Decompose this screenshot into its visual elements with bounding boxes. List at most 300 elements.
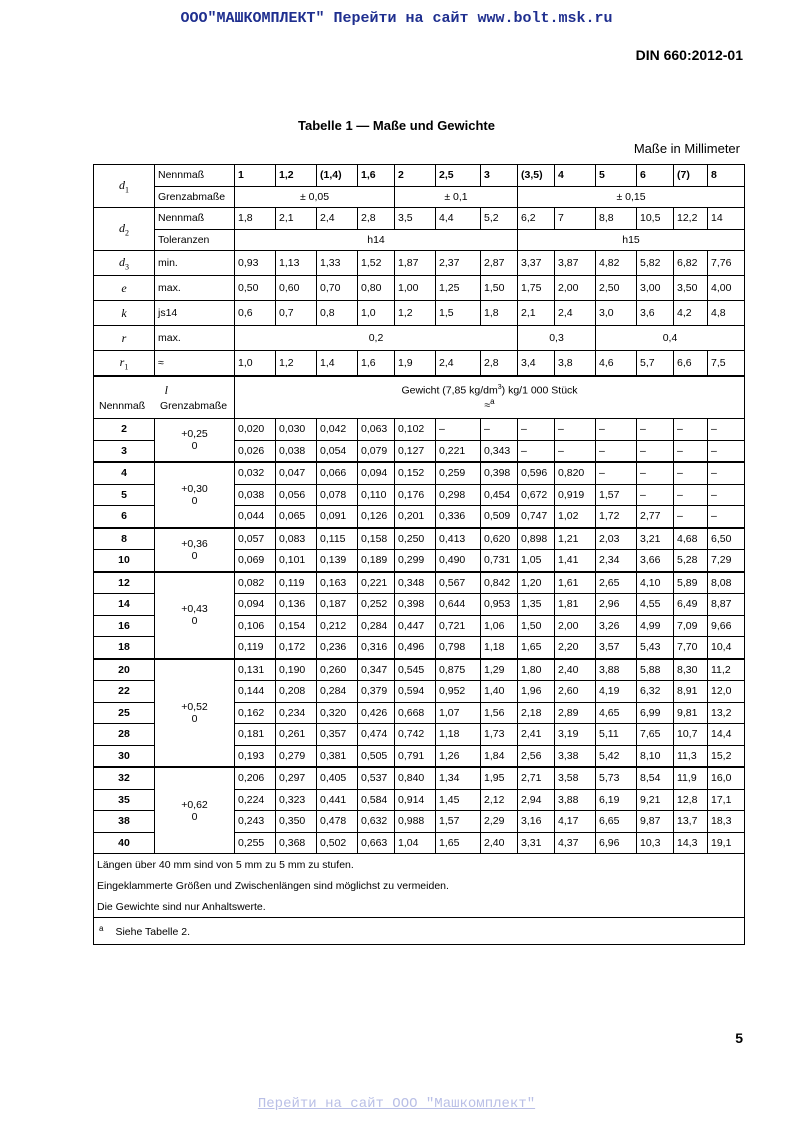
- d3-cell: 3,37: [518, 251, 555, 276]
- d2-nominal-cell: 10,5: [637, 208, 674, 230]
- d2-nominal-cell: 2,1: [276, 208, 317, 230]
- length-value: 22: [94, 681, 155, 703]
- length-tolerance: +0,25 0: [155, 419, 235, 463]
- length-value: 18: [94, 637, 155, 659]
- weight-cell: 6,96: [596, 832, 637, 854]
- weight-cell: 0,119: [276, 572, 317, 594]
- weight-cell: 0,584: [358, 789, 395, 811]
- weight-cell: 9,87: [637, 811, 674, 833]
- weight-cell: 0,988: [395, 811, 436, 833]
- weight-cell: 0,545: [395, 659, 436, 681]
- weight-cell: 1,80: [518, 659, 555, 681]
- weight-cell: 6,49: [674, 594, 708, 616]
- weight-cell: 0,079: [358, 440, 395, 462]
- weight-cell: 0,139: [317, 550, 358, 572]
- weight-cell: 2,29: [481, 811, 518, 833]
- weight-cell: 10,4: [708, 637, 745, 659]
- weight-cell: 0,144: [235, 681, 276, 703]
- weight-cell: 2,00: [555, 615, 596, 637]
- weight-cell: 8,30: [674, 659, 708, 681]
- r1-cell: 1,6: [358, 351, 395, 377]
- weight-cell: 16,0: [708, 767, 745, 789]
- weight-cell: 0,221: [436, 440, 481, 462]
- weight-cell: 4,10: [637, 572, 674, 594]
- weight-cell: 1,65: [436, 832, 481, 854]
- weight-cell: 0,478: [317, 811, 358, 833]
- weight-cell: 0,279: [276, 745, 317, 767]
- weight-cell: 5,73: [596, 767, 637, 789]
- weight-cell: 0,505: [358, 745, 395, 767]
- weight-cell: 0,152: [395, 462, 436, 484]
- length-tolerance: +0,62 0: [155, 767, 235, 854]
- weight-cell: 2,18: [518, 702, 555, 724]
- weight-cell: 0,224: [235, 789, 276, 811]
- weight-cell: 0,038: [276, 440, 317, 462]
- d1-nominal-cell: 1: [235, 165, 276, 187]
- weight-cell: 4,65: [596, 702, 637, 724]
- weight-cell: 8,87: [708, 594, 745, 616]
- weight-cell: 0,368: [276, 832, 317, 854]
- weight-cell: 0,663: [358, 832, 395, 854]
- d1-nominal-cell: 3: [481, 165, 518, 187]
- weight-cell: 0,162: [235, 702, 276, 724]
- weight-cell: –: [708, 462, 745, 484]
- weight-cell: 0,136: [276, 594, 317, 616]
- weight-cell: 5,43: [637, 637, 674, 659]
- d1-nominal-cell: 1,2: [276, 165, 317, 187]
- weight-cell: 0,261: [276, 724, 317, 746]
- weight-cell: 14,3: [674, 832, 708, 854]
- weight-cell: 0,496: [395, 637, 436, 659]
- weight-cell: 1,84: [481, 745, 518, 767]
- d1-tolerance-cell: ± 0,05: [235, 186, 395, 208]
- r1-cell: 3,8: [555, 351, 596, 377]
- weight-cell: 11,9: [674, 767, 708, 789]
- d3-cell: 2,87: [481, 251, 518, 276]
- weight-cell: 7,65: [637, 724, 674, 746]
- weight-cell: 2,89: [555, 702, 596, 724]
- weight-cell: 11,3: [674, 745, 708, 767]
- e-cell: 4,00: [708, 276, 745, 301]
- weight-cell: 3,38: [555, 745, 596, 767]
- weight-cell: 0,066: [317, 462, 358, 484]
- weight-cell: 0,042: [317, 419, 358, 441]
- k-label: js14: [155, 301, 235, 326]
- weight-cell: 3,21: [637, 528, 674, 550]
- e-cell: 3,50: [674, 276, 708, 301]
- weight-cell: 1,18: [481, 637, 518, 659]
- k-cell: 2,4: [555, 301, 596, 326]
- weight-cell: 0,255: [235, 832, 276, 854]
- length-value: 38: [94, 811, 155, 833]
- weight-cell: 2,77: [637, 506, 674, 528]
- r-row: [94, 326, 745, 351]
- weight-cell: 1,65: [518, 637, 555, 659]
- weight-cell: 0,284: [358, 615, 395, 637]
- weight-cell: 4,55: [637, 594, 674, 616]
- weight-cell: 8,91: [674, 681, 708, 703]
- weight-cell: 0,259: [436, 462, 481, 484]
- weight-cell: 0,299: [395, 550, 436, 572]
- weight-cell: 2,96: [596, 594, 637, 616]
- e-cell: 2,50: [596, 276, 637, 301]
- weight-cell: 1,02: [555, 506, 596, 528]
- weight-cell: –: [596, 419, 637, 441]
- d2-nominal-cell: 14: [708, 208, 745, 230]
- weight-rows: [94, 419, 745, 854]
- weight-cell: 2,03: [596, 528, 637, 550]
- weight-cell: 0,742: [395, 724, 436, 746]
- d1-nominal-cell: (1,4): [317, 165, 358, 187]
- weight-row: [94, 572, 745, 594]
- k-cell: 0,8: [317, 301, 358, 326]
- length-value: 2: [94, 419, 155, 441]
- weight-cell: 4,99: [637, 615, 674, 637]
- length-tolerance: +0,52 0: [155, 659, 235, 768]
- weight-cell: 8,08: [708, 572, 745, 594]
- weight-cell: 0,919: [555, 484, 596, 506]
- r1-cell: 1,9: [395, 351, 436, 377]
- weight-cell: 0,567: [436, 572, 481, 594]
- weight-cell: –: [674, 462, 708, 484]
- d1-nominal-cell: 2: [395, 165, 436, 187]
- d1-nominal-row: [94, 165, 745, 187]
- weight-cell: –: [481, 419, 518, 441]
- weight-cell: 0,056: [276, 484, 317, 506]
- d2-tolerance-cell: h14: [235, 229, 518, 251]
- weight-cell: 0,447: [395, 615, 436, 637]
- weight-cell: –: [518, 440, 555, 462]
- weight-cell: 1,05: [518, 550, 555, 572]
- d1-nominal-cell: 6: [637, 165, 674, 187]
- weight-cell: 0,357: [317, 724, 358, 746]
- weight-cell: 15,2: [708, 745, 745, 767]
- weight-header: Gewicht (7,85 $kg/dm^3$) kg/1 000 Stück ≈$^a$: [235, 376, 745, 419]
- weight-row: [94, 419, 745, 441]
- r1-cell: 4,6: [596, 351, 637, 377]
- weight-cell: –: [674, 419, 708, 441]
- d2-nominal-cell: 1,8: [235, 208, 276, 230]
- weight-cell: 0,731: [481, 550, 518, 572]
- weight-cell: 0,047: [276, 462, 317, 484]
- weight-cell: 1,21: [555, 528, 596, 550]
- e-cell: 0,70: [317, 276, 358, 301]
- length-value: 12: [94, 572, 155, 594]
- r1-label: ≈: [155, 351, 235, 377]
- weight-cell: 9,66: [708, 615, 745, 637]
- weight-cell: 2,41: [518, 724, 555, 746]
- weight-cell: 4,17: [555, 811, 596, 833]
- length-value: 3: [94, 440, 155, 462]
- weight-cell: 0,441: [317, 789, 358, 811]
- weight-cell: 17,1: [708, 789, 745, 811]
- weight-cell: 0,208: [276, 681, 317, 703]
- weight-cell: 0,379: [358, 681, 395, 703]
- weight-cell: 0,201: [395, 506, 436, 528]
- weight-cell: 0,454: [481, 484, 518, 506]
- weight-cell: 0,260: [317, 659, 358, 681]
- weight-cell: 0,163: [317, 572, 358, 594]
- k-cell: 3,6: [637, 301, 674, 326]
- d1-nominal-cell: 1,6: [358, 165, 395, 187]
- weight-cell: 0,038: [235, 484, 276, 506]
- weight-cell: –: [708, 440, 745, 462]
- d1-nominal-cell: 8: [708, 165, 745, 187]
- d1-nominal-cell: 2,5: [436, 165, 481, 187]
- weight-cell: 1,73: [481, 724, 518, 746]
- length-header: [94, 376, 235, 419]
- k-cell: 1,2: [395, 301, 436, 326]
- d3-symbol: $d_3$: [94, 251, 155, 276]
- weight-cell: 5,88: [637, 659, 674, 681]
- weight-cell: 0,057: [235, 528, 276, 550]
- weight-cell: 0,030: [276, 419, 317, 441]
- e-cell: 1,00: [395, 276, 436, 301]
- weight-cell: 0,490: [436, 550, 481, 572]
- weight-cell: 1,34: [436, 767, 481, 789]
- weight-cell: 0,842: [481, 572, 518, 594]
- d2-tolerance-cell: h15: [518, 229, 745, 251]
- k-cell: 1,8: [481, 301, 518, 326]
- l-symbol: l: [164, 383, 168, 397]
- weight-cell: 14,4: [708, 724, 745, 746]
- weight-cell: –: [637, 419, 674, 441]
- d2-tolerance-row: [94, 229, 745, 251]
- weight-cell: 0,316: [358, 637, 395, 659]
- note-line: Die Gewichte sind nur Anhaltswerte.: [94, 896, 745, 918]
- weight-cell: 0,791: [395, 745, 436, 767]
- length-value: 4: [94, 462, 155, 484]
- weight-cell: 5,28: [674, 550, 708, 572]
- r1-cell: 2,4: [436, 351, 481, 377]
- weight-cell: 0,747: [518, 506, 555, 528]
- weight-cell: 0,952: [436, 681, 481, 703]
- r-cell: 0,2: [235, 326, 518, 351]
- d3-cell: 1,52: [358, 251, 395, 276]
- weight-cell: 3,19: [555, 724, 596, 746]
- weight-cell: 1,26: [436, 745, 481, 767]
- d3-cell: 5,82: [637, 251, 674, 276]
- bottom-site-link[interactable]: Перейти на сайт ООО "Машкомплект": [257, 1096, 536, 1112]
- weight-cell: 19,1: [708, 832, 745, 854]
- d2-nominal-cell: 8,8: [596, 208, 637, 230]
- weight-cell: 1,96: [518, 681, 555, 703]
- weight-cell: 8,10: [637, 745, 674, 767]
- weight-cell: 6,65: [596, 811, 637, 833]
- weight-cell: –: [674, 484, 708, 506]
- d2-nominal-cell: 2,8: [358, 208, 395, 230]
- weight-cell: 0,297: [276, 767, 317, 789]
- weight-cell: 0,250: [395, 528, 436, 550]
- length-tolerance: +0,36 0: [155, 528, 235, 572]
- weight-cell: 0,032: [235, 462, 276, 484]
- weight-cell: 0,119: [235, 637, 276, 659]
- weight-cell: 0,426: [358, 702, 395, 724]
- weight-cell: 5,89: [674, 572, 708, 594]
- length-value: 40: [94, 832, 155, 854]
- weight-cell: 1,41: [555, 550, 596, 572]
- d3-cell: 6,82: [674, 251, 708, 276]
- dimensions-weights-table: [93, 164, 745, 945]
- d2-nominal-cell: 12,2: [674, 208, 708, 230]
- weight-cell: 0,594: [395, 681, 436, 703]
- weight-cell: –: [637, 462, 674, 484]
- d1-nominal-label: Nennmaß: [155, 165, 235, 187]
- weight-cell: 0,632: [358, 811, 395, 833]
- weight-cell: –: [596, 440, 637, 462]
- weight-cell: 0,187: [317, 594, 358, 616]
- weight-cell: 4,68: [674, 528, 708, 550]
- units-note: Maße in Millimeter: [633, 141, 740, 156]
- weight-cell: 0,044: [235, 506, 276, 528]
- weight-cell: –: [708, 506, 745, 528]
- weight-cell: 0,154: [276, 615, 317, 637]
- weight-cell: 2,34: [596, 550, 637, 572]
- k-cell: 1,0: [358, 301, 395, 326]
- k-cell: 3,0: [596, 301, 637, 326]
- r-label: max.: [155, 326, 235, 351]
- weight-cell: –: [674, 440, 708, 462]
- d2-nominal-cell: 6,2: [518, 208, 555, 230]
- weight-cell: 0,381: [317, 745, 358, 767]
- weight-cell: 3,88: [596, 659, 637, 681]
- weight-cell: 0,106: [235, 615, 276, 637]
- top-site-link[interactable]: ООО"МАШКОМПЛЕКТ" Перейти на сайт www.bolt.msk.ru: [180, 10, 613, 27]
- weight-cell: 0,398: [395, 594, 436, 616]
- document-id: DIN 660:2012-01: [635, 47, 743, 63]
- length-value: 14: [94, 594, 155, 616]
- weight-cell: 0,405: [317, 767, 358, 789]
- weight-cell: 0,398: [481, 462, 518, 484]
- weight-cell: 1,45: [436, 789, 481, 811]
- weight-cell: 12,8: [674, 789, 708, 811]
- weight-cell: 2,40: [481, 832, 518, 854]
- r1-cell: 3,4: [518, 351, 555, 377]
- weight-cell: 0,509: [481, 506, 518, 528]
- weight-cell: 0,350: [276, 811, 317, 833]
- d1-nominal-cell: (3,5): [518, 165, 555, 187]
- weight-cell: 0,596: [518, 462, 555, 484]
- d1-nominal-cell: 5: [596, 165, 637, 187]
- weight-cell: –: [637, 484, 674, 506]
- r1-cell: 5,7: [637, 351, 674, 377]
- weight-cell: 5,11: [596, 724, 637, 746]
- weight-cell: 13,7: [674, 811, 708, 833]
- weight-cell: 0,336: [436, 506, 481, 528]
- k-cell: 0,7: [276, 301, 317, 326]
- weight-cell: 0,065: [276, 506, 317, 528]
- weight-cell: 1,81: [555, 594, 596, 616]
- weight-cell: 4,37: [555, 832, 596, 854]
- weight-cell: 7,09: [674, 615, 708, 637]
- weight-cell: 0,054: [317, 440, 358, 462]
- weight-cell: 0,069: [235, 550, 276, 572]
- length-tolerance: +0,43 0: [155, 572, 235, 659]
- d1-tolerance-label: Grenzabmaße: [155, 186, 235, 208]
- d1-tolerance-cell: ± 0,15: [518, 186, 745, 208]
- r1-cell: 2,8: [481, 351, 518, 377]
- weight-cell: 2,56: [518, 745, 555, 767]
- weight-cell: 2,65: [596, 572, 637, 594]
- weight-cell: 2,60: [555, 681, 596, 703]
- r1-symbol: $r_1$: [94, 351, 155, 377]
- weight-cell: 1,56: [481, 702, 518, 724]
- e-label: max.: [155, 276, 235, 301]
- weight-cell: 0,189: [358, 550, 395, 572]
- weight-cell: 0,206: [235, 767, 276, 789]
- weight-cell: 2,71: [518, 767, 555, 789]
- e-cell: 2,00: [555, 276, 596, 301]
- d3-label: min.: [155, 251, 235, 276]
- d2-nominal-cell: 7: [555, 208, 596, 230]
- weight-cell: 5,42: [596, 745, 637, 767]
- r1-cell: 6,6: [674, 351, 708, 377]
- weight-cell: 6,19: [596, 789, 637, 811]
- r1-cell: 1,0: [235, 351, 276, 377]
- footnote: $^a$ Siehe Tabelle 2.: [94, 918, 745, 945]
- length-value: 25: [94, 702, 155, 724]
- length-value: 5: [94, 484, 155, 506]
- weight-cell: 3,58: [555, 767, 596, 789]
- weight-cell: 10,7: [674, 724, 708, 746]
- weight-cell: 0,094: [358, 462, 395, 484]
- r1-cell: 7,5: [708, 351, 745, 377]
- weight-cell: 6,32: [637, 681, 674, 703]
- weight-cell: 0,094: [235, 594, 276, 616]
- weight-cell: 0,115: [317, 528, 358, 550]
- weight-cell: 0,091: [317, 506, 358, 528]
- weight-cell: –: [708, 484, 745, 506]
- weight-cell: 13,2: [708, 702, 745, 724]
- e-cell: 1,75: [518, 276, 555, 301]
- weight-cell: 0,101: [276, 550, 317, 572]
- weight-cell: 0,320: [317, 702, 358, 724]
- weight-cell: –: [708, 419, 745, 441]
- k-cell: 1,5: [436, 301, 481, 326]
- d3-cell: 0,93: [235, 251, 276, 276]
- weight-cell: 1,40: [481, 681, 518, 703]
- length-value: 28: [94, 724, 155, 746]
- weight-cell: 3,88: [555, 789, 596, 811]
- d2-nominal-cell: 4,4: [436, 208, 481, 230]
- weight-cell: 2,12: [481, 789, 518, 811]
- weight-cell: 0,413: [436, 528, 481, 550]
- weight-cell: 0,110: [358, 484, 395, 506]
- weight-cell: 0,474: [358, 724, 395, 746]
- d1-tolerance-cell: ± 0,1: [395, 186, 518, 208]
- weight-cell: 0,672: [518, 484, 555, 506]
- weight-cell: 10,3: [637, 832, 674, 854]
- weight-cell: 0,190: [276, 659, 317, 681]
- weight-cell: 0,875: [436, 659, 481, 681]
- e-cell: 1,25: [436, 276, 481, 301]
- weight-cell: 0,840: [395, 767, 436, 789]
- weight-cell: 0,176: [395, 484, 436, 506]
- length-value: 8: [94, 528, 155, 550]
- weight-cell: 0,502: [317, 832, 358, 854]
- weight-cell: 1,50: [518, 615, 555, 637]
- weight-cell: 0,172: [276, 637, 317, 659]
- weight-cell: –: [555, 440, 596, 462]
- weight-cell: 0,063: [358, 419, 395, 441]
- e-cell: 1,50: [481, 276, 518, 301]
- weight-cell: 0,127: [395, 440, 436, 462]
- weight-cell: –: [436, 419, 481, 441]
- e-cell: 3,00: [637, 276, 674, 301]
- weight-cell: 0,126: [358, 506, 395, 528]
- weight-cell: 0,158: [358, 528, 395, 550]
- weight-cell: 3,16: [518, 811, 555, 833]
